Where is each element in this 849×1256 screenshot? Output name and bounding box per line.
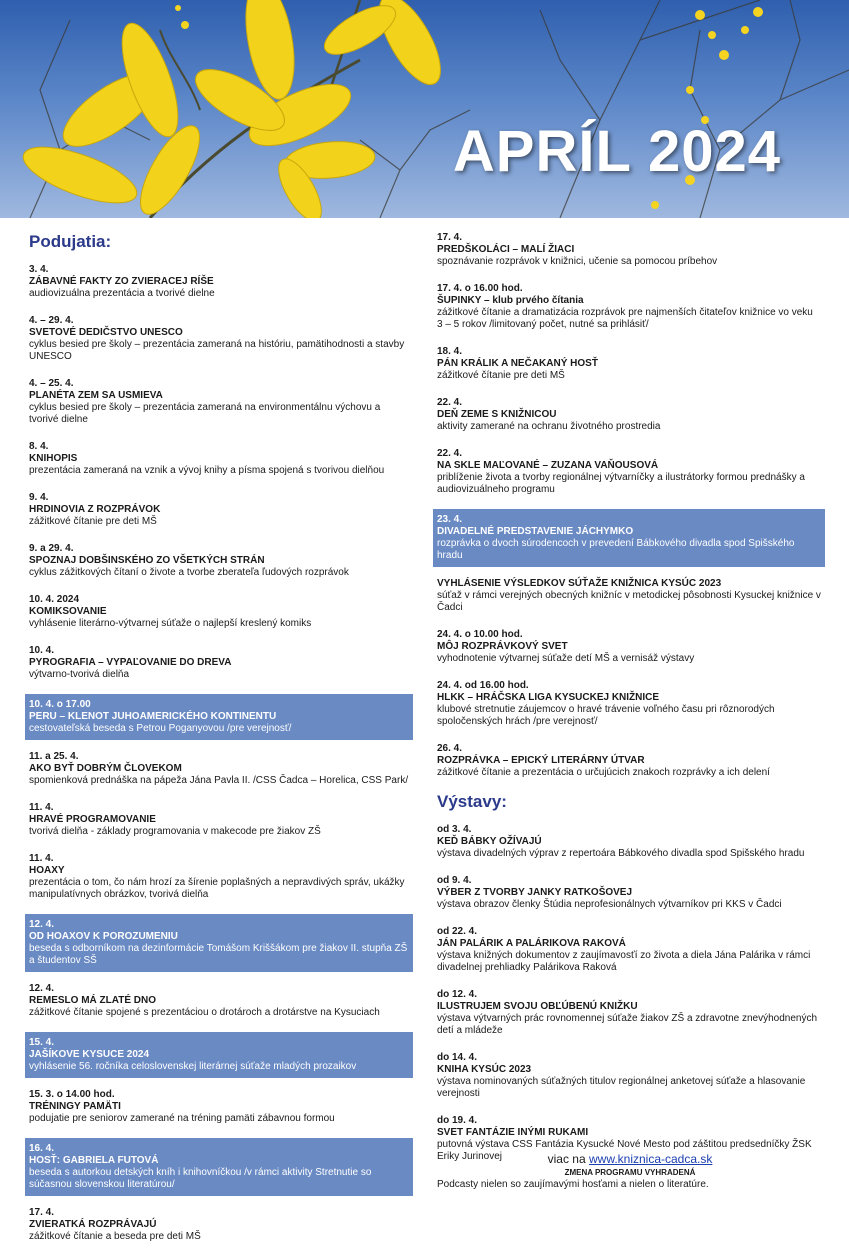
event-title [29,931,409,943]
event-title-text: PÁN KRÁLIK A NEČAKANÝ HOSŤ [437,358,598,369]
event-date: od 3. 4. [437,824,472,835]
event-title [437,836,821,848]
event-title-text: DEŇ ZEME S KNIŽNICOU [437,409,557,420]
events-column-left [25,226,413,1256]
event-title [437,295,821,307]
event-title-text: JÁN PALÁRIK A PALÁRIKOVA RAKOVÁ [437,938,626,949]
event-item [25,541,413,583]
event-item [433,678,825,732]
event-description: zážitkové čítanie a dramatizácia rozprávok pre najmenších čitateľov knižnice vo veku 3 – 5 rokov /limitovaný počet, nutné sa prihlásiť/ [437,307,813,330]
event-date: do 19. 4. [437,1115,478,1126]
event-title-text: JAŠÍKOVE KYSUCE 2024 [29,1049,150,1060]
event-title [29,1155,409,1167]
program-change-note: ZMENA PROGRAMU VYHRADENÁ [564,1168,696,1177]
event-description: zážitkové čítanie spojené s prezentáciou o drotároch a drotárstve na Kysuciach [29,1007,380,1018]
events-column-right [433,226,825,1190]
event-title [437,1127,821,1139]
event-item [433,576,825,618]
event-description: zážitkové čítanie a prezentácia o určujúcich znakoch rozprávky a ich delení [437,767,770,778]
event-title [29,711,409,723]
event-title-text: HOAXY [29,865,65,876]
event-description: cyklus besied pre školy – prezentácia zameraná na históriu, pamätihodnosti a stavby UNESCO [29,339,405,362]
event-date: 17. 4. [29,1207,55,1218]
event-title-text: AKO BYŤ DOBRÝM ČLOVEKOM [29,763,182,774]
event-title [437,641,821,653]
event-item [25,851,413,905]
event-description: výstava knižných dokumentov z zaujímavosťí zo života a diela Jána Palárika v rámci divadelnej prehliadky Palárikova Raková [437,950,811,973]
event-date: 22. 4. [437,397,463,408]
event-description: putovná výstava CSS Fantázia Kysucké Nové Mesto pod záštitou predsedníčky ŽSK Eriky Jurinovej [437,1139,812,1162]
event-item [25,592,413,634]
event-date: 23. 4. [437,514,463,525]
event-title [29,276,409,288]
event-title-text: ROZPRÁVKA – EPICKÝ LITERÁRNY ÚTVAR [437,755,645,766]
events-list-continued [433,230,825,783]
event-description: aktivity zamerané na ochranu životného prostredia [437,421,661,432]
event-title [29,555,409,567]
event-description: súťaž v rámci verejných obecných knižníc v metodickej pôsobnosti Kysuckej knižnice v Čadci [437,590,821,613]
event-item [433,395,825,437]
events-list [25,262,413,1247]
event-date: 8. 4. [29,441,49,452]
event-date: 24. 4. o 10.00 hod. [437,629,523,640]
event-description: priblíženie života a tvorby regionálnej výtvarníčky a ilustrátorky formou prednášky a audiovizuálneho programu [437,472,805,495]
event-description: cyklus besied pre školy – prezentácia zameraná na environmentálnu výchovu a tvorivé dielne [29,402,381,425]
event-description: spoznávanie rozprávok v knižnici, učenie sa pomocou príbehov [437,256,718,267]
event-description: prezentácia o tom, čo nám hrozí za šírenie poplašných a nepravdivých správ, ukážky manipulatívnych obrázkov, tvorivá dielňa [29,877,405,900]
event-date: 12. 4. [29,919,55,930]
event-title-text: PREDŠKOLÁCI – MALÍ ŽIACI [437,244,575,255]
event-description: výstava obrazov členky Štúdia neprofesionálnych výtvarníkov pri KKS v Čadci [437,899,782,910]
event-date: 3. 4. [29,264,49,275]
event-date: 9. a 29. 4. [29,543,74,554]
event-item [433,344,825,386]
event-title-text: HOSŤ: GABRIELA FUTOVÁ [29,1155,159,1166]
event-title [29,1101,409,1113]
event-title-text: PLANÉTA ZEM SA USMIEVA [29,390,163,401]
event-item [433,924,825,978]
event-date: 16. 4. [29,1143,55,1154]
event-date: 10. 4. [29,645,55,656]
event-title-text: KEĎ BÁBKY OŽÍVAJÚ [437,836,542,847]
event-item [25,749,413,791]
event-description: zážitkové čítanie pre deti MŠ [437,370,565,381]
event-item [25,800,413,842]
event-title [29,1049,409,1061]
event-title-extra: – klub prvého čítania [481,295,584,306]
event-item [25,376,413,430]
event-item [433,987,825,1041]
event-title-text: REMESLO MÁ ZLATÉ DNO [29,995,157,1006]
event-description: zážitkové čítanie pre deti MŠ [29,516,157,527]
event-date: 15. 4. [29,1037,55,1048]
event-title-text: KNIHA KYSÚC 2023 [437,1064,532,1075]
event-date: 11. 4. [29,853,54,864]
event-item-highlighted [25,694,413,740]
event-item [433,873,825,915]
event-title-text: PERU – KLENOT JUHOAMERICKÉHO KONTINENTU [29,711,277,722]
event-title-text: ŠUPINKY [437,295,482,306]
event-date: 22. 4. [437,448,463,459]
event-title [29,504,409,516]
event-title [437,409,821,421]
event-description: vyhlásenie literárno-výtvarnej súťaže o najlepší kreslený komiks [29,618,312,629]
event-date: 10. 4. 2024 [29,594,80,605]
event-description: vyhlásenie 56. ročníka celoslovenskej literárnej súťaže mladých prozaikov [29,1061,357,1072]
event-description: cyklus zážitkových čítaní o živote a tvorbe zberateľa ľudových rozprávok [29,567,349,578]
event-date: do 12. 4. [437,989,478,1000]
event-item [433,230,825,272]
event-description: výtvarno-tvorivá dielňa [29,669,130,680]
event-date: 17. 4. o 16.00 hod. [437,283,523,294]
header-banner [0,0,849,218]
event-title [29,390,409,402]
event-title [437,755,821,767]
event-title [29,327,409,339]
page-title: APRÍL 2024 [452,119,781,184]
event-item [25,490,413,532]
event-item [25,643,413,685]
event-description: tvorivá dielňa - základy programovania v makecode pre žiakov ZŠ [29,826,321,837]
event-title [437,578,821,590]
event-date: 4. – 25. 4. [29,378,74,389]
event-title [437,358,821,370]
event-date: 10. 4. o 17.00 [29,699,91,710]
event-item-highlighted [25,1032,413,1078]
event-title-text: NA SKLE MAĽOVANÉ – ZUZANA VAŇOUSOVÁ [437,460,659,471]
event-date: od 9. 4. [437,875,472,886]
event-title [437,1001,821,1013]
podcast-note: Podcasty nielen so zaujímavými hosťami a nielen o literatúre. [437,1179,709,1190]
event-item [25,981,413,1023]
event-title-text: SPOZNAJ DOBŠINSKÉHO ZO VŠETKÝCH STRÁN [29,555,265,566]
event-date: 24. 4. od 16.00 hod. [437,680,529,691]
event-item [433,741,825,783]
event-title-text: PYROGRAFIA – VYPAĽOVANIE DO DREVA [29,657,232,668]
event-title-text: ILUSTRUJEM SVOJU OBĽÚBENÚ KNIŽKU [437,1001,638,1012]
event-item [433,446,825,500]
event-item-highlighted [433,509,825,567]
event-title [29,865,409,877]
event-description: výstava nominovaných súťažných titulov regionálnej anketovej súťaže a hlasovanie verejnosti [437,1076,806,1099]
event-title [437,460,821,472]
event-title-text: OD HOAXOV K POROZUMENIU [29,931,178,942]
event-title-text: ZVIERATKÁ ROZPRÁVAJÚ [29,1219,157,1230]
event-title [29,657,409,669]
event-title [437,887,821,899]
event-description: beseda s odborníkom na dezinformácie Tomášom Kriššákom pre žiakov II. stupňa ZŠ a študentov SŠ [29,943,408,966]
event-item [433,281,825,335]
events-section-title: Podujatia: [29,232,112,251]
event-title [437,938,821,950]
event-title-text: KOMIKSOVANIE [29,606,107,617]
event-title-text: HRDINOVIA Z ROZPRÁVOK [29,504,161,515]
event-title-text: KNIHOPIS [29,453,78,464]
event-item [25,262,413,304]
event-title-text: SVET FANTÁZIE INÝMI RUKAMI [437,1127,589,1138]
event-date: 26. 4. [437,743,463,754]
event-description: cestovateľská beseda s Petrou Poganyovou /pre verejnosť/ [29,723,292,734]
event-date: od 22. 4. [437,926,478,937]
event-item [433,1050,825,1104]
event-date: 9. 4. [29,492,49,503]
event-description: zážitkové čítanie a beseda pre deti MŠ [29,1231,201,1242]
event-date: 18. 4. [437,346,463,357]
event-item-highlighted [25,1138,413,1196]
event-description: výstava výtvarných prác rovnomennej súťaže žiakov ZŠ a zdravotne znevýhodnených detí a mládeže [437,1013,818,1036]
event-title [29,814,409,826]
event-description: klubové stretnutie záujemcov o hravé trávenie voľného času pri rôznorodých spoločenských hrách /pre verejnosť/ [437,704,775,727]
event-date: 15. 3. o 14.00 hod. [29,1089,115,1100]
event-title [29,995,409,1007]
event-description: vyhodnotenie výtvarnej súťaže detí MŠ a vernisáž výstavy [437,653,695,664]
event-title [437,1064,821,1076]
event-description: rozprávka o dvoch súrodencoch v prevedení Bábkového divadla spod Spišského hradu [437,538,795,561]
event-item-highlighted [25,914,413,972]
event-title [437,244,821,256]
event-description: beseda s autorkou detských kníh i knihovníčkou /v rámci aktivity Stretnutie so súčasnou slovenskou literatúrou/ [29,1167,372,1190]
event-date: 12. 4. [29,983,55,994]
event-item [433,627,825,669]
event-description: audiovizuálna prezentácia a tvorivé dielne [29,288,215,299]
event-title-text: MÔJ ROZPRÁVKOVÝ SVET [437,641,568,652]
event-item [25,1087,413,1129]
event-title-text: VÝBER Z TVORBY JANKY RATKOŠOVEJ [437,887,633,898]
event-title-text: DIVADELNÉ PREDSTAVENIE JÁCHYMKO [437,526,634,537]
event-title-text: SVETOVÉ DEDIČSTVO UNESCO [29,327,183,338]
event-title [29,1219,409,1231]
event-item [25,439,413,481]
event-title-text: HLKK – HRÁČSKA LIGA KYSUCKEJ KNIŽNICE [437,692,660,703]
event-title [29,763,409,775]
event-title [437,692,821,704]
forsythia-photo [0,0,849,218]
website-link[interactable]: www.kniznica-cadca.sk [588,1152,713,1166]
event-title-text: ZÁBAVNÉ FAKTY ZO ZVIERACEJ RÍŠE [29,276,214,287]
event-description: prezentácia zameraná na vznik a vývoj knihy a písma spojená s tvorivou dielňou [29,465,385,476]
event-title-text: HRAVÉ PROGRAMOVANIE [29,814,156,825]
event-description: podujatie pre seniorov zamerané na tréning pamäti zábavnou formou [29,1113,335,1124]
event-title [29,453,409,465]
event-date: 11. 4. [29,802,54,813]
more-info-prefix: viac na [547,1152,589,1166]
exhibitions-list [433,822,825,1167]
event-item [433,822,825,864]
event-date: 17. 4. [437,232,463,243]
more-info-line [480,1152,780,1166]
event-title [437,526,821,538]
event-date: 4. – 29. 4. [29,315,74,326]
event-title [29,606,409,618]
event-item [25,313,413,367]
event-item [25,1205,413,1247]
event-description: spomienková prednáška na pápeža Jána Pavla II. /CSS Čadca – Horelica, CSS Park/ [29,775,409,786]
event-title-text: VYHLÁSENIE VÝSLEDKOV SÚŤAŽE KNIŽNICA KYSÚC 2023 [437,578,722,589]
event-date: 11. a 25. 4. [29,751,79,762]
event-description: výstava divadelných výprav z repertoára Bábkového divadla spod Spišského hradu [437,848,805,859]
event-date: do 14. 4. [437,1052,478,1063]
exhibitions-section-title: Výstavy: [437,792,507,811]
footer [480,1152,780,1177]
event-title-text: TRÉNINGY PAMÄTI [29,1101,121,1112]
